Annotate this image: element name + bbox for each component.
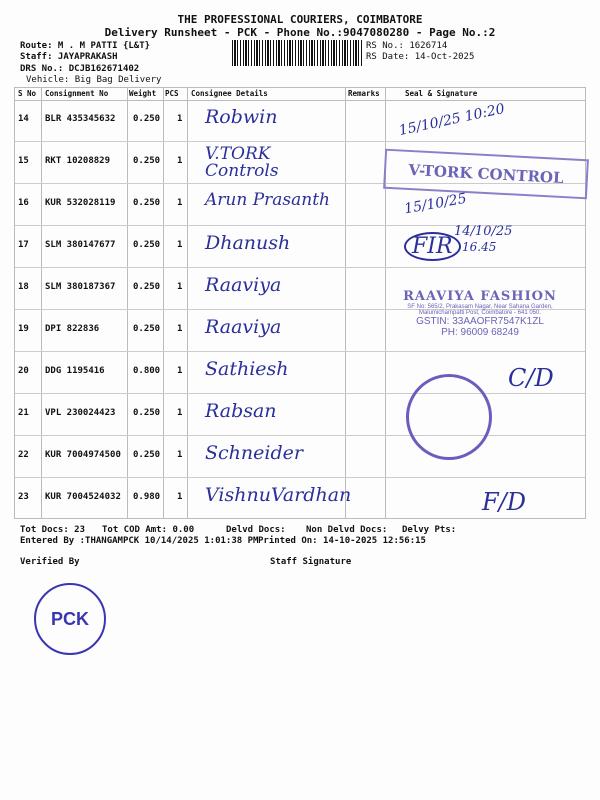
drs-label: DRS No.: DCJB162671402 bbox=[20, 64, 140, 74]
delivery-points: Delvy Pts: bbox=[402, 525, 457, 535]
col-consignee: Consignee Details bbox=[191, 89, 268, 98]
raaviya-phone: PH: 96009 68249 bbox=[441, 327, 519, 338]
pck-stamp-text: PCK bbox=[50, 608, 89, 629]
row-consignment: KUR 7004524032 bbox=[45, 492, 121, 502]
row-sno: 22 bbox=[18, 450, 29, 460]
company-seal bbox=[406, 374, 492, 460]
row-weight: 0.250 bbox=[133, 240, 161, 250]
raaviya-name: RAAVIYA FASHION bbox=[403, 289, 557, 304]
row-consignment: KUR 7004974500 bbox=[45, 450, 121, 460]
signature-row17-mark: FIR bbox=[404, 232, 461, 261]
row-pcs: 1 bbox=[177, 282, 183, 292]
total-cod: Tot COD Amt: 0.00 bbox=[102, 525, 195, 535]
staff-label: Staff: JAYAPRAKASH bbox=[20, 52, 118, 62]
verified-by: Verified By bbox=[20, 557, 80, 567]
row-consignee-signature: Raaviya bbox=[205, 316, 282, 338]
table-row bbox=[15, 394, 585, 436]
row-pcs: 1 bbox=[177, 240, 183, 250]
rs-number: RS No.: 1626714 bbox=[366, 41, 448, 51]
raaviya-address-1: SF No: 565/2, Prakasam Nagar, Near Sahana Garden, bbox=[407, 304, 553, 310]
row-consignee-signature: Sathiesh bbox=[205, 358, 289, 380]
table-row bbox=[15, 436, 585, 478]
row-pcs: 1 bbox=[177, 114, 183, 124]
row-weight: 0.250 bbox=[133, 198, 161, 208]
raaviya-stamp bbox=[390, 289, 570, 338]
row-pcs: 1 bbox=[177, 156, 183, 166]
signature-row14: 15/10/25 10:20 bbox=[397, 100, 507, 140]
row-consignment: SLM 380147677 bbox=[45, 240, 116, 250]
row-weight: 0.250 bbox=[133, 450, 161, 460]
signature-row17-time: 16.45 bbox=[462, 240, 497, 254]
row-sno: 15 bbox=[18, 156, 29, 166]
col-weight: Weight bbox=[129, 89, 157, 98]
row-consignment: SLM 380187367 bbox=[45, 282, 116, 292]
row-consignment: RKT 10208829 bbox=[45, 156, 111, 166]
row-sno: 20 bbox=[18, 366, 29, 376]
row-pcs: 1 bbox=[177, 408, 183, 418]
row-consignment: KUR 532028119 bbox=[45, 198, 116, 208]
row-consignment: VPL 230024423 bbox=[45, 408, 116, 418]
rs-date: RS Date: 14-Oct-2025 bbox=[366, 52, 475, 62]
total-docs: Tot Docs: 23 bbox=[20, 525, 86, 535]
company-title: THE PROFESSIONAL COURIERS, COIMBATORE bbox=[177, 13, 423, 26]
entered-by: Entered By :THANGAMPCK 10/14/2025 1:01:38 PM bbox=[20, 536, 259, 546]
col-consignment: Consignment No bbox=[45, 89, 109, 98]
row-weight: 0.250 bbox=[133, 282, 161, 292]
raaviya-gstin: GSTIN: 33AAOFR7547K1ZL bbox=[416, 316, 544, 327]
row-weight: 0.980 bbox=[133, 492, 161, 502]
row-weight: 0.250 bbox=[133, 324, 161, 334]
row-consignment: BLR 435345632 bbox=[45, 114, 116, 124]
row-sno: 18 bbox=[18, 282, 29, 292]
row-pcs: 1 bbox=[177, 366, 183, 376]
row-sno: 17 bbox=[18, 240, 29, 250]
col-pcs: PCS bbox=[165, 89, 179, 98]
runsheet-subtitle: Delivery Runsheet - PCK - Phone No.:9047080280 - Page No.:2 bbox=[104, 26, 496, 39]
col-remarks: Remarks bbox=[348, 89, 380, 98]
printed-on: Printed On: 14-10-2025 12:56:15 bbox=[258, 536, 426, 546]
non-delivered-docs: Non Delvd Docs: bbox=[306, 525, 388, 535]
row-weight: 0.250 bbox=[133, 114, 161, 124]
col-sno: S No bbox=[18, 89, 37, 98]
row-sno: 21 bbox=[18, 408, 29, 418]
barcode bbox=[232, 40, 362, 66]
remark-fd: F/D bbox=[482, 488, 526, 516]
table-row bbox=[15, 352, 585, 394]
delivered-docs: Delvd Docs: bbox=[226, 525, 286, 535]
row-sno: 19 bbox=[18, 324, 29, 334]
row-consignee-signature: Dhanush bbox=[205, 232, 291, 254]
row-pcs: 1 bbox=[177, 198, 183, 208]
row-pcs: 1 bbox=[177, 450, 183, 460]
row-sno: 23 bbox=[18, 492, 29, 502]
row-sno: 16 bbox=[18, 198, 29, 208]
row-weight: 0.250 bbox=[133, 408, 161, 418]
row-consignee-signature: Arun Prasanth bbox=[205, 190, 330, 210]
row-pcs: 1 bbox=[177, 324, 183, 334]
row-consignee-signature: V.TORK Controls bbox=[205, 144, 279, 181]
row-consignee-signature: VishnuVardhan bbox=[205, 484, 352, 506]
row-consignee-signature: Schneider bbox=[205, 442, 303, 464]
vehicle-label: Vehicle: Big Bag Delivery bbox=[26, 75, 162, 85]
row-consignment: DDG 1195416 bbox=[45, 366, 105, 376]
raaviya-address-2: Malumichampatti Post, Coimbatore - 641 050. bbox=[418, 310, 542, 316]
row-weight: 0.800 bbox=[133, 366, 161, 376]
route-label: Route: M . M PATTI {L&T} bbox=[20, 41, 151, 51]
remark-cd: C/D bbox=[508, 364, 554, 392]
row-sno: 14 bbox=[18, 114, 29, 124]
row-consignee-signature: Robwin bbox=[205, 106, 278, 128]
col-seal: Seal & Signature bbox=[405, 89, 478, 98]
pck-stamp bbox=[34, 583, 106, 655]
staff-signature: Staff Signature bbox=[270, 557, 352, 567]
signature-row16: 15/10/25 bbox=[403, 190, 468, 218]
signature-row17-date: 14/10/25 bbox=[454, 224, 513, 239]
row-consignment: DPI 822836 bbox=[45, 324, 100, 334]
vtork-stamp: V-TORK CONTROL bbox=[383, 149, 589, 200]
row-pcs: 1 bbox=[177, 492, 183, 502]
row-consignee-signature: Raaviya bbox=[205, 274, 282, 296]
row-weight: 0.250 bbox=[133, 156, 161, 166]
row-consignee-signature: Rabsan bbox=[205, 400, 277, 422]
